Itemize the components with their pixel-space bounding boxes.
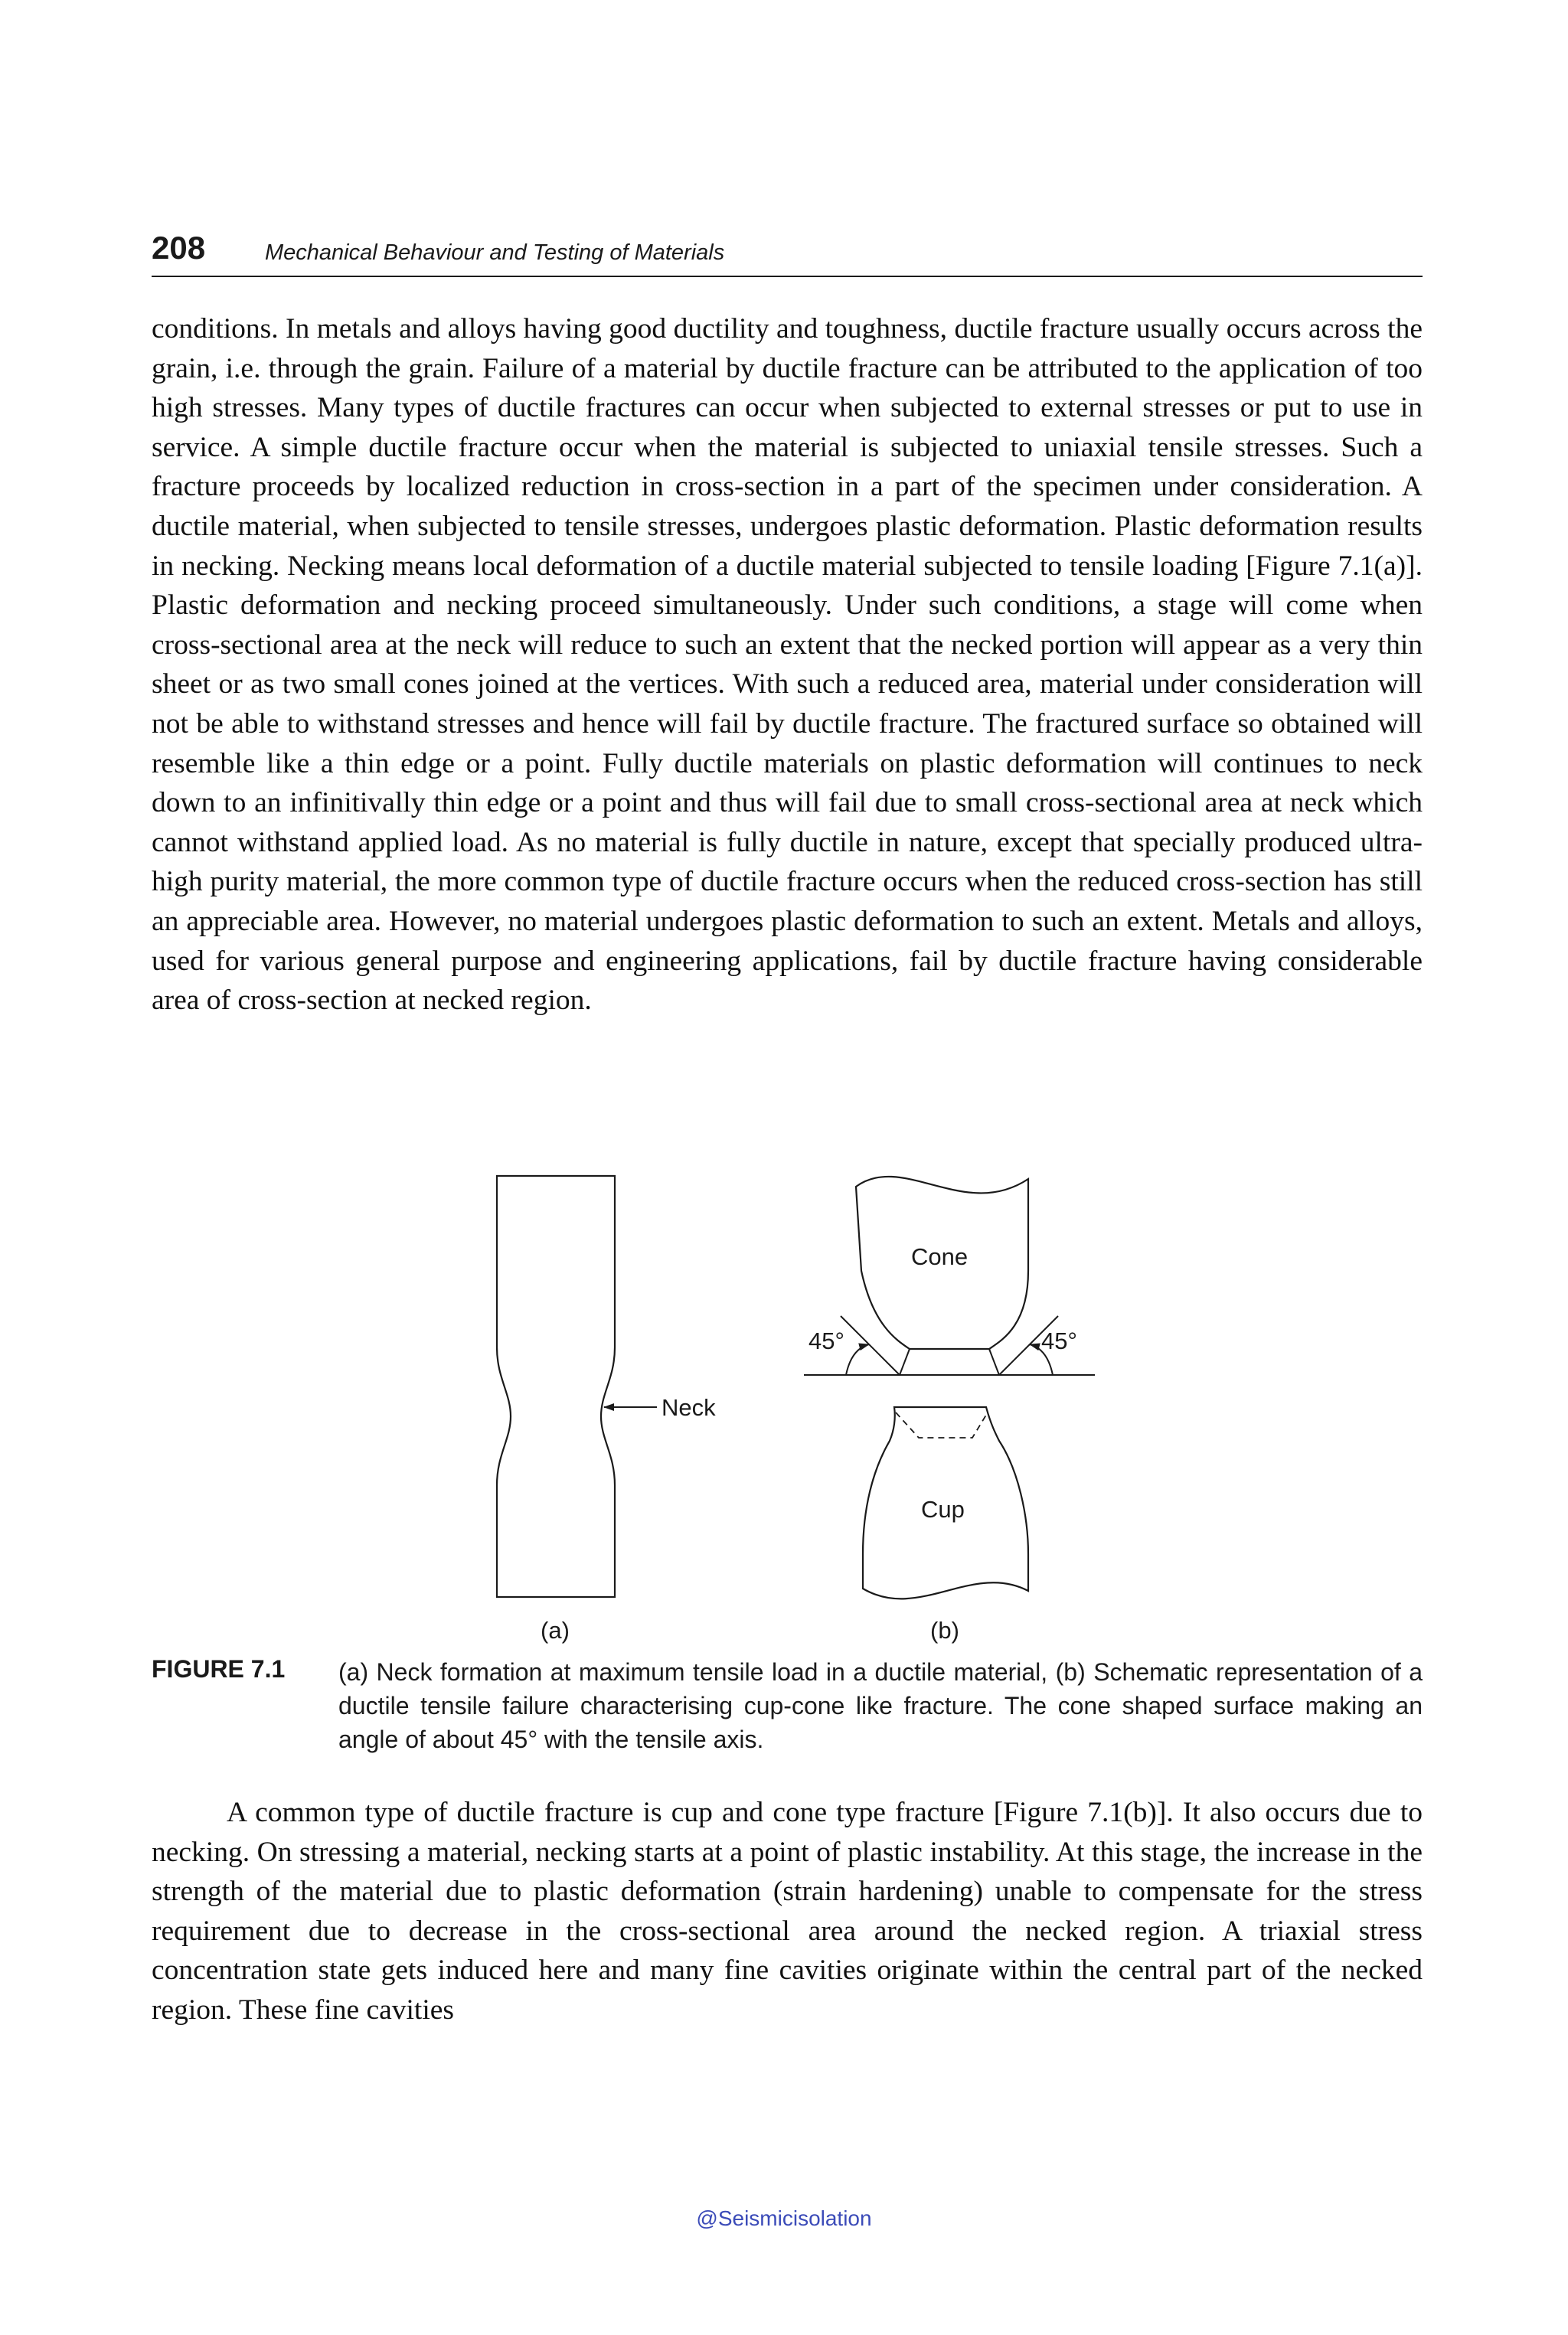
subfigure-a-label: (a)	[541, 1617, 570, 1644]
right-angle-label: 45°	[1041, 1328, 1077, 1354]
paragraph-cup-cone-fracture: A common type of ductile fracture is cup and cone type fracture [Figure 7.1(b)]. It also occurs due to necking. On stressing a material, necking starts at a point of plastic instability. At this stage, the increase in the strength of the material due to plastic deformation (strain hardening) unable to compensate for the stress requirement due to decrease in the cross-sectional area around the necked region. A triaxial stress concentration state gets induced here and many fine cavities originate within the central part of the necked region. These fine cavities	[152, 1797, 1423, 2026]
watermark: @Seismicisolation	[696, 2206, 872, 2230]
cup-inner-rim	[896, 1412, 988, 1438]
figure-caption-text: (a) Neck formation at maximum tensile load in a ductile material, (b) Schematic representation of a ductile tensile failure characterising cup-cone like fracture. The cone shaped surface making an angle of about 45° with the tensile axis.	[338, 1658, 1423, 1753]
cone-tip-edge	[900, 1349, 910, 1375]
cup-label: Cup	[921, 1496, 965, 1523]
paragraph-ductile-fracture: conditions. In metals and alloys having good ductility and toughness, ductile fracture usually occurs across the grain, i.e. through the grain. Failure of a material by ductile fracture can be attributed to the application of too high stresses. Many types of ductile fractures can occur when subjected to external stresses or put to use in service. A simple ductile fracture occur when the material is subjected to uniaxial tensile stresses. Such a fracture proceeds by localized reduction in cross-section in a part of the specimen under consideration. A ductile material, when subjected to tensile stresses, undergoes plastic deformation. Plastic deformation results in necking. Necking means local deformation of a ductile material subjected to tensile loading [Figure 7.1(a)]. Plastic deformation and necking proceed simultaneously. Under such conditions, a stage will come when cross-sectional area at the neck will reduce to such an extent that the necked portion will appear as a very thin sheet or as two small cones joined at the vertices. With such a reduced area, material under consideration will not be able to withstand stresses and hence will fail by ductile fracture. The fractured surface so obtained will resemble like a thin edge or a point. Fully ductile materials on plastic deformation will continues to neck down to an infinitivally thin edge or a point and thus will fail due to small cross-sectional area at neck which cannot withstand applied load. As no material is fully ductile in nature, except that specially produced ultra-high purity material, the more common type of ductile fracture occurs when the reduced cross-section has still an appreciable area. However, no material undergoes plastic deformation to such an extent. Metals and alloys, used for various general purpose and engineering applications, fail by ductile fracture having considerable area of cross-section at necked region.	[152, 313, 1423, 1017]
neck-label: Neck	[662, 1394, 716, 1421]
cone-tip-edge	[989, 1349, 999, 1375]
left-45-degree-line	[841, 1316, 900, 1375]
left-angle-label: 45°	[808, 1328, 844, 1354]
cone-label: Cone	[911, 1243, 969, 1270]
figure-7-1	[0, 1148, 1568, 1654]
figure-caption-label: FIGURE 7.1	[152, 1655, 286, 1683]
necked-specimen-outline	[497, 1176, 615, 1597]
page-number: 208	[152, 230, 206, 266]
subfigure-b-label: (b)	[930, 1617, 959, 1644]
running-head	[152, 230, 1423, 277]
left-angle-arc	[846, 1344, 869, 1375]
figure-7-1-drawing	[0, 1148, 1568, 1654]
book-title: Mechanical Behaviour and Testing of Materials	[265, 240, 725, 265]
